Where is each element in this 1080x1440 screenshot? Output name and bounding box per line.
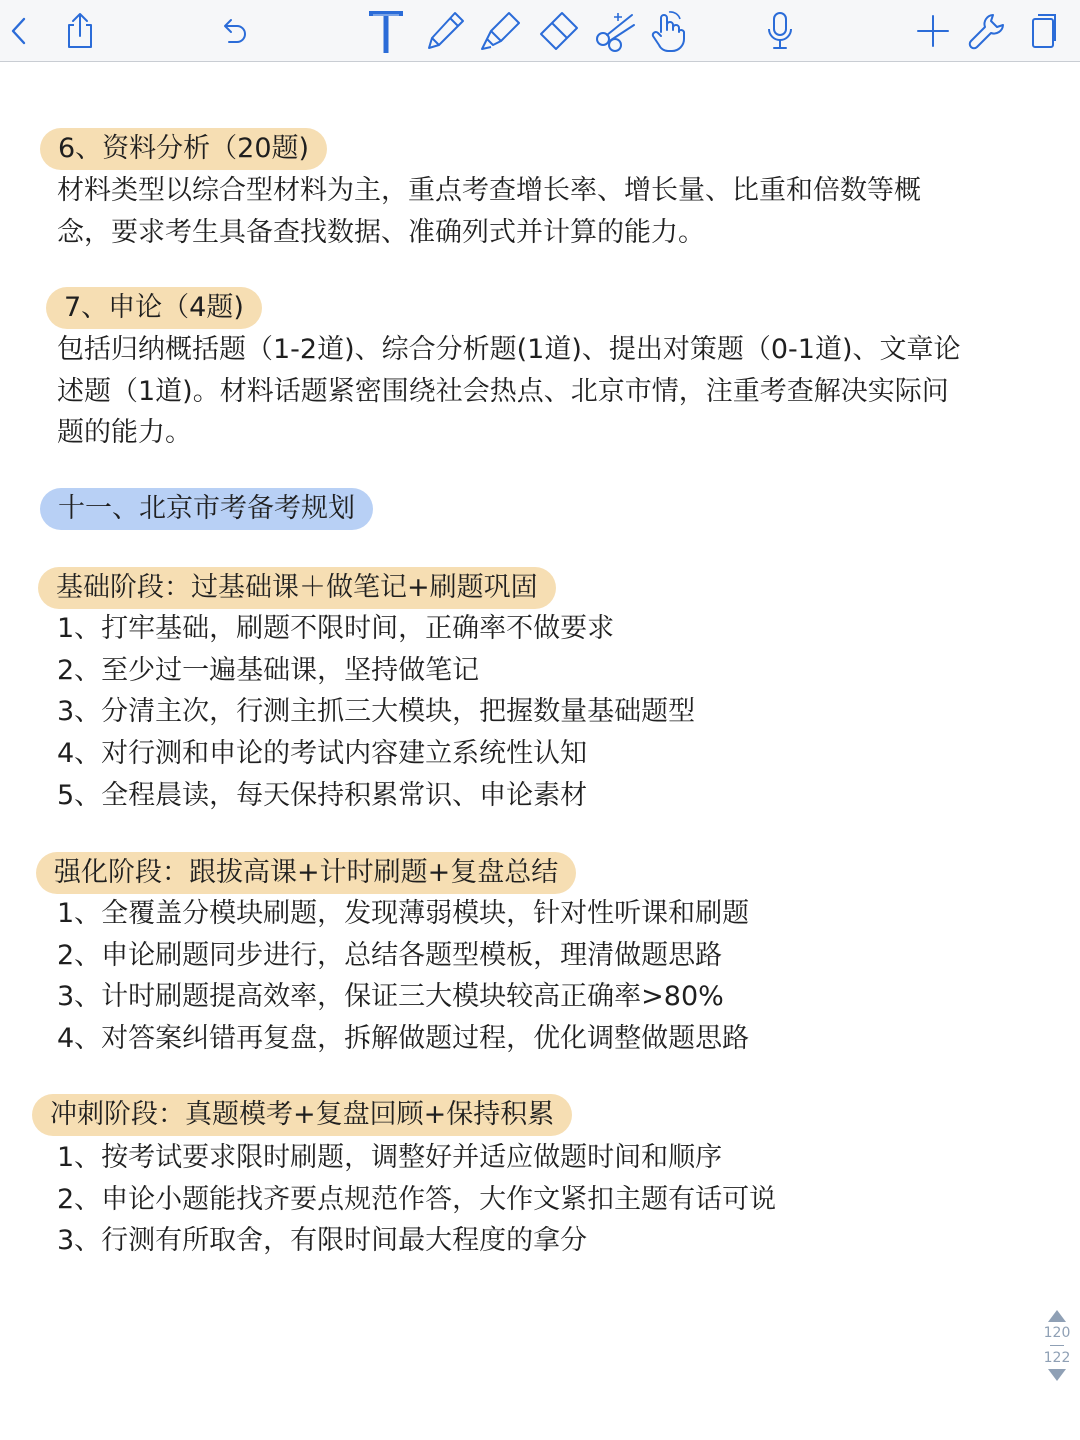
list-item: 3、行测有所取舍，有限时间最大程度的拿分 — [57, 1225, 588, 1257]
section-6-line-1: 材料类型以综合型材料为主，重点考查增长率、增长量、比重和倍数等概 — [57, 175, 921, 206]
highlighter-tool-button[interactable] — [476, 6, 526, 56]
plan-heading: 十一、北京市考备考规划 — [40, 488, 373, 530]
top-toolbar — [0, 0, 1080, 62]
section-6-title: 6、资料分析（20题) — [40, 128, 327, 170]
hand-pointer-icon — [647, 8, 691, 54]
microphone-icon — [763, 9, 797, 53]
page-up-arrow-icon[interactable] — [1046, 1308, 1068, 1324]
section-7-text — [57, 329, 1042, 454]
share-icon — [62, 11, 98, 51]
page-icon — [1028, 11, 1060, 51]
settings-button[interactable] — [962, 6, 1012, 56]
text-tool-icon — [364, 6, 408, 56]
eraser-tool-button[interactable] — [533, 6, 583, 56]
section-7-title: 7、申论（4题) — [46, 287, 262, 329]
list-item: 5、全程晨读，每天保持积累常识、申论素材 — [57, 779, 588, 811]
undo-icon — [216, 14, 250, 48]
section-6-text — [57, 170, 1042, 253]
section-6-line-2: 念，要求考生具备查找数据、准确列式并计算的能力。 — [57, 216, 705, 248]
basic-stage-title: 基础阶段：过基础课＋做笔记+刷题巩固 — [38, 567, 556, 609]
lasso-tool-button[interactable] — [590, 6, 640, 56]
list-item: 4、对答案纠错再复盘，拆解做题过程，优化调整做题思路 — [57, 1023, 750, 1055]
page-indicator — [1040, 1308, 1074, 1383]
page-divider — [1050, 1345, 1064, 1346]
plus-icon — [914, 12, 952, 50]
pen-icon — [423, 9, 467, 53]
pages-button[interactable] — [1019, 6, 1069, 56]
back-button[interactable] — [0, 6, 44, 56]
sprint-stage-list — [57, 1137, 776, 1262]
pen-tool-button[interactable] — [420, 6, 470, 56]
eraser-icon — [535, 9, 581, 53]
hand-tool-button[interactable] — [644, 6, 694, 56]
list-item: 2、申论刷题同步进行，总结各题型模板，理清做题思路 — [57, 939, 723, 971]
microphone-button[interactable] — [755, 6, 805, 56]
highlighter-icon — [479, 9, 523, 53]
chevron-left-icon — [4, 14, 34, 48]
basic-stage-list — [57, 608, 695, 817]
list-item: 1、按考试要求限时刷题，调整好并适应做题时间和顺序 — [57, 1142, 723, 1173]
list-item: 2、至少过一遍基础课，坚持做笔记 — [57, 654, 480, 686]
add-button[interactable] — [908, 6, 958, 56]
strengthen-stage-list — [57, 893, 749, 1060]
list-item: 3、分清主次，行测主抓三大模块，把握数量基础题型 — [57, 696, 696, 728]
page-down-arrow-icon[interactable] — [1046, 1367, 1068, 1383]
total-page-number: 122 — [1043, 1350, 1071, 1366]
wrench-icon — [967, 11, 1007, 51]
scissors-icon — [592, 9, 638, 53]
section-7-line-2: 述题（1道)。材料话题紧密围绕社会热点、北京市情，注重考查解决实际问 — [57, 375, 949, 407]
section-7-line-3: 题的能力。 — [57, 417, 192, 448]
current-page-number: 120 — [1043, 1325, 1071, 1341]
list-item: 3、计时刷题提高效率，保证三大模块较高正确率>80% — [57, 981, 724, 1013]
strengthen-stage-title: 强化阶段：跟拔高课+计时刷题+复盘总结 — [36, 852, 576, 894]
list-item: 4、对行测和申论的考试内容建立系统性认知 — [57, 738, 588, 770]
text-tool-button[interactable] — [361, 6, 411, 56]
list-item: 1、打牢基础，刷题不限时间，正确率不做要求 — [57, 613, 615, 644]
undo-button[interactable] — [208, 6, 258, 56]
note-page — [0, 62, 1080, 1440]
section-7-line-1: 包括归纳概括题（1-2道)、综合分析题(1道)、提出对策题（0-1道)、文章论 — [57, 334, 961, 365]
share-button[interactable] — [55, 6, 105, 56]
sprint-stage-title: 冲刺阶段：真题模考+复盘回顾+保持积累 — [32, 1094, 572, 1136]
list-item: 2、申论小题能找齐要点规范作答，大作文紧扣主题有话可说 — [57, 1183, 777, 1215]
list-item: 1、全覆盖分模块刷题，发现薄弱模块，针对性听课和刷题 — [57, 898, 750, 929]
